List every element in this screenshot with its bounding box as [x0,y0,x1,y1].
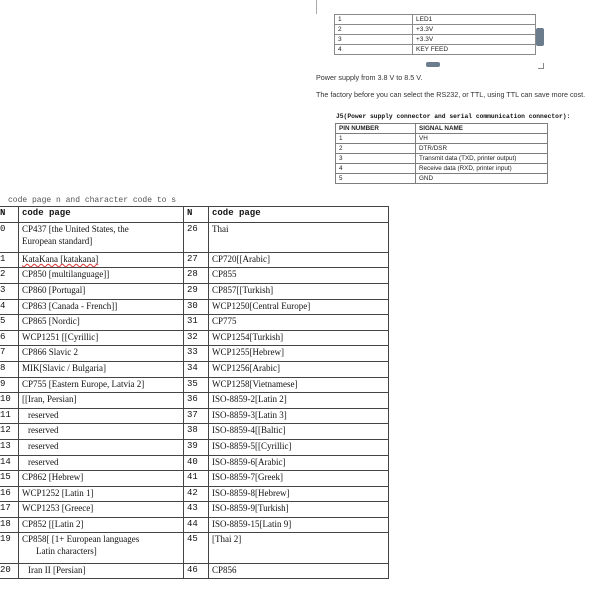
row-number: 8 [0,361,19,377]
row-number: 39 [184,439,209,455]
row-number: 36 [184,393,209,409]
code-page-name: CP865 [Nordic] [19,315,184,331]
table-row [0,471,389,487]
pin-number: 5 [336,174,416,184]
row-number: 45 [184,533,209,563]
divider-line [316,0,317,14]
table-row [0,361,389,377]
code-page-name: CP852 [[Latin 2] [19,517,184,533]
pin-number: 2 [335,25,413,35]
row-number: 35 [184,377,209,393]
table-row [0,377,389,393]
row-number: 27 [184,252,209,268]
table-row [0,283,389,299]
table-row [336,174,548,184]
table-row [0,346,389,362]
code-page-name-cont: Latin characters] [36,546,97,557]
code-page-name: ISO-8859-8[Hebrew] [209,486,389,502]
row-number: 37 [184,408,209,424]
code-page-name: ISO-8859-4[[Baltic] [209,424,389,440]
code-page-name: WCP1255[Hebrew] [209,346,389,362]
code-page-name: WCP1258[Vietnamese] [209,377,389,393]
code-page-name-cont: European standard] [22,235,93,246]
table-row [336,154,548,164]
code-page-name: CP863 [Canada - French]] [19,299,184,315]
row-number: 26 [184,222,209,252]
pin-label: +3.3V [413,25,536,35]
code-page-name: ISO-8859-6[Arabic] [209,455,389,471]
row-number: 19 [0,533,19,563]
code-page-name: CP857[[Turkish] [209,283,389,299]
column-header: SIGNAL NAME [416,124,548,134]
row-number: 2 [0,268,19,284]
table-row [0,424,389,440]
table-row [0,315,389,331]
table-header-row [0,207,389,223]
table-row [336,134,548,144]
row-number: 30 [184,299,209,315]
j5-heading: J5(Power supply connector and serial communication connector): [336,113,571,120]
code-page-name: CP856 [209,563,389,579]
table-row [0,439,389,455]
signal-name: VH [416,134,548,144]
code-page-name: MIK[Slavic / Bulgaria] [19,361,184,377]
code-page-name: CP855 [209,268,389,284]
codepage-table [0,206,389,579]
row-number: 3 [0,283,19,299]
row-number: 29 [184,283,209,299]
table-row [0,563,389,579]
table-row [0,268,389,284]
row-number: 12 [0,424,19,440]
code-page-name: CP866 Slavic 2 [19,346,184,362]
table-move-handle[interactable] [426,62,440,67]
row-number: 0 [0,222,19,252]
code-page-name: ISO-8859-9[Turkish] [209,502,389,518]
table-row [0,222,389,252]
code-page-name: reserved [19,455,184,471]
pin-label: LED1 [413,15,536,25]
code-page-name: WCP1251 [[Cyrillic] [19,330,184,346]
row-number: 5 [0,315,19,331]
power-supply-note: Power supply from 3.8 V to 8.5 V. [316,73,423,82]
code-page-name: WCP1253 [Greece] [19,502,184,518]
row-number: 9 [0,377,19,393]
row-number: 17 [0,502,19,518]
code-page-name: ISO-8859-3[Latin 3] [209,408,389,424]
pin-number: 1 [336,134,416,144]
row-number: 42 [184,486,209,502]
factory-note: The factory before you can select the RS232, or TTL, using TTL can save more cost. [316,90,586,99]
row-number: 38 [184,424,209,440]
row-number: 46 [184,563,209,579]
table-row [0,408,389,424]
pin-number: 2 [336,144,416,154]
row-number: 43 [184,502,209,518]
pin-label: KEY FEED [413,45,536,55]
code-page-name: CP860 [Portugal] [19,283,184,299]
row-number: 16 [0,486,19,502]
code-page-name: Thai [209,222,389,252]
pin-number: 4 [335,45,413,55]
pin-number: 1 [335,15,413,25]
row-number: 34 [184,361,209,377]
j5-connector-table [335,123,548,184]
row-number: 41 [184,471,209,487]
code-page-name: ISO-8859-7[Greek] [209,471,389,487]
row-number: 11 [0,408,19,424]
column-header-n: N [0,207,19,223]
table-row [0,252,389,268]
code-page-name: CP755 [Eastern Europe, Latvia 2] [19,377,184,393]
code-page-name: CP862 [Hebrew] [19,471,184,487]
row-number: 33 [184,346,209,362]
column-header-code-page: code page [209,207,389,223]
table-row [0,517,389,533]
row-number: 7 [0,346,19,362]
pin-number: 3 [336,154,416,164]
row-number: 4 [0,299,19,315]
signal-name: GND [416,174,548,184]
row-number: 6 [0,330,19,346]
table-row [0,502,389,518]
row-number: 44 [184,517,209,533]
row-number: 15 [0,471,19,487]
table-row [335,45,536,55]
table-row [336,164,548,174]
table-row [0,299,389,315]
code-page-name: KataKana [katakana] [22,253,99,264]
code-page-name: WCP1256[Arabic] [209,361,389,377]
cut-off-caption: code page n and character code to s [8,196,177,205]
code-page-name: ISO-8859-2[Latin 2] [209,393,389,409]
row-number: 1 [0,252,19,268]
code-page-name: WCP1250[Central Europe] [209,299,389,315]
code-page-name: WCP1252 [Latin 1] [19,486,184,502]
table-row [0,393,389,409]
column-header-code-page: code page [19,207,184,223]
code-page-name: CP437 [the United States, the [22,223,129,234]
code-page-name: [Thai 2] [209,533,389,563]
table-row [0,486,389,502]
row-number: 13 [0,439,19,455]
code-page-name [19,252,184,268]
code-page-name: [[Iran, Persian] [19,393,184,409]
pin-label: +3.3V [413,35,536,45]
row-number: 28 [184,268,209,284]
led-pin-table [334,14,536,55]
table-row [335,25,536,35]
table-row [335,15,536,25]
code-page-name: CP720[[Arabic] [209,252,389,268]
table-corner-handle[interactable] [538,63,544,69]
code-page-name: ISO-8859-5[[Cyrillic] [209,439,389,455]
column-header: PIN NUMBER [336,124,416,134]
signal-name: DTR/DSR [416,144,548,154]
code-page-name: CP858[ [1+ European languages [22,534,140,545]
code-page-name: reserved [19,424,184,440]
signal-name: Transmit data (TXD, printer output) [416,154,548,164]
row-number: 32 [184,330,209,346]
code-page-name: CP850 [multilanguage]] [19,268,184,284]
row-number: 20 [0,563,19,579]
column-header-n: N [184,207,209,223]
table-row [336,144,548,154]
row-number: 40 [184,455,209,471]
row-number: 31 [184,315,209,331]
pin-number: 4 [336,164,416,174]
code-page-name: Iran II [Persian] [19,563,184,579]
row-number: 18 [0,517,19,533]
table-row [335,35,536,45]
table-row [0,533,389,563]
row-number: 10 [0,393,19,409]
code-page-name: WCP1254[Turkish] [209,330,389,346]
code-page-name: CP775 [209,315,389,331]
row-number: 14 [0,455,19,471]
code-page-name: ISO-8859-15[Latin 9] [209,517,389,533]
code-page-cell [19,222,184,252]
signal-name: Receive data (RXD, printer input) [416,164,548,174]
table-header-row [336,124,548,134]
table-row [0,455,389,471]
code-page-name: reserved [19,408,184,424]
code-page-cell [19,533,184,563]
code-page-name: reserved [19,439,184,455]
table-row [0,330,389,346]
pin-number: 3 [335,35,413,45]
table-resize-handle[interactable] [536,28,544,46]
